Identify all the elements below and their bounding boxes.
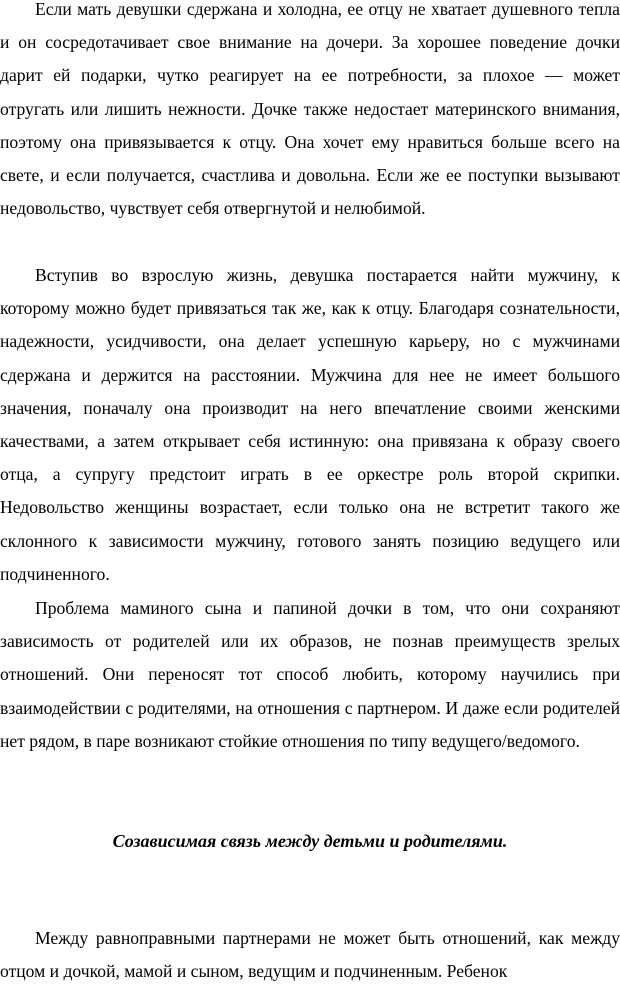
paragraph-father-daughter: Если мать девушки сдержана и холодна, ее отцу не хватает душевного тепла и он сосредотачивает свое внимание на дочери. За хорошее поведение дочки дарит ей подарки, чутко реагирует на ее потребности, за плохое — может отругать или лишить нежности. Дочке также недостает материнского внимания, поэтому она привязывается к отцу. Она хочет ему нравиться больше всего на свете, и если получается, счастлива и довольна. Если же ее поступки вызывают недовольство, чувствует себя отвергнутой и нелюбимой. bbox=[0, 0, 620, 219]
paragraph-equal-partners: Между равноправными партнерами не может быть отношений, как между отцом и дочкой, мамой и сыном, ведущим и подчиненным. Ребенок bbox=[0, 928, 620, 982]
paragraph-dependency-problem: Проблема маминого сына и папиной дочки в том, что они сохраняют зависимость от родителей или их образов, не познав преимуществ зрелых отношений. Они переносят тот способ любить, которому научились при взаимодействии с родителями, на отношения с партнером. И даже если родителей нет рядом, в паре возникают стойкие отношения по типу ведущего/ведомого. bbox=[0, 598, 620, 751]
section-heading: Созависимая связь между детьми и родителями. bbox=[112, 831, 508, 851]
paragraph-adult-life: Вступив во взрослую жизнь, девушка постарается найти мужчину, к которому можно будет привязаться так же, как к отцу. Благодаря сознательности, надежности, усидчивости, она делает успешную карьеру, но с мужчинами сдержана и держится на расстоянии. Мужчина для нее не имеет большого значения, поначалу она производит на него впечатление своими женскими качествами, а затем открывает себя истинную: она привязана к образу своего отца, а супругу предстоит играть в ее оркестре роль второй скрипки. Недовольство женщины возрастает, если только она не встретит такого же склонного к зависимости мужчину, готового занять позицию ведущего или подчиненного. bbox=[0, 265, 620, 584]
